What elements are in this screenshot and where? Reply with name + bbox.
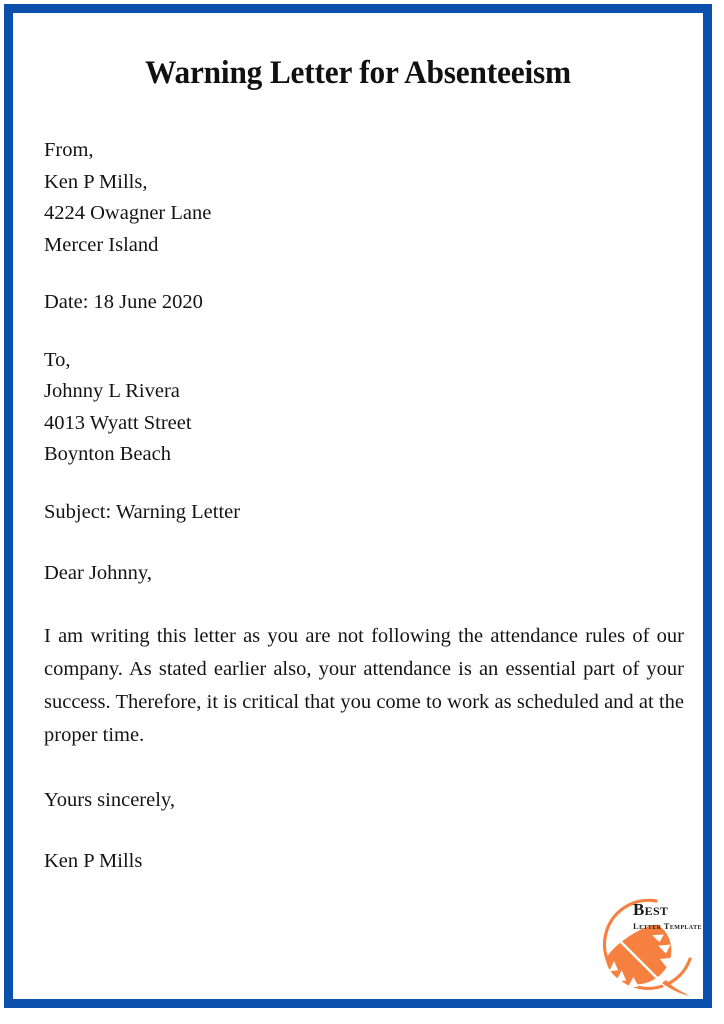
sender-street: 4224 Owagner Lane [44, 202, 212, 224]
recipient-label: To, [44, 348, 71, 371]
recipient-street: 4013 Wyatt Street [44, 411, 192, 434]
spacer [44, 261, 683, 287]
recipient-address-block [44, 345, 683, 471]
sender-name: Ken P Mills, [44, 170, 148, 193]
spacer [44, 816, 683, 846]
spacer [44, 752, 683, 785]
sender-label: From, [44, 139, 94, 161]
recipient-city: Boynton Beach [44, 443, 171, 465]
closing: Yours sincerely, [44, 788, 175, 811]
letter-body [44, 135, 683, 878]
body-paragraph: I am writing this letter as you are not following the attendance rules of our company. As stated earlier also, your attendance is an essential part of your success. Therefore, it is critical that you come to work as scheduled and at the proper time. [44, 624, 684, 746]
date-line: Date: 18 June 2020 [44, 291, 203, 313]
salutation: Dear Johnny, [44, 562, 152, 584]
page-title: Warning Letter for Absenteeism [145, 55, 571, 91]
spacer [44, 590, 683, 620]
best-letter-template-logo [586, 893, 704, 1001]
spacer [44, 528, 683, 558]
sender-city: Mercer Island [44, 233, 159, 256]
recipient-name: Johnny L Rivera [44, 380, 180, 402]
spacer [44, 471, 683, 497]
logo-wordmark [633, 901, 702, 931]
blue-page-border [4, 4, 712, 1008]
spacer [44, 319, 683, 345]
subject-line: Subject: Warning Letter [44, 500, 241, 523]
logo-brand-secondary: Letter Template [633, 921, 702, 931]
sender-address-block [44, 135, 683, 261]
logo-brand-primary: Best [633, 900, 669, 919]
letter-sheet [13, 13, 703, 999]
signature-name: Ken P Mills [44, 850, 143, 872]
